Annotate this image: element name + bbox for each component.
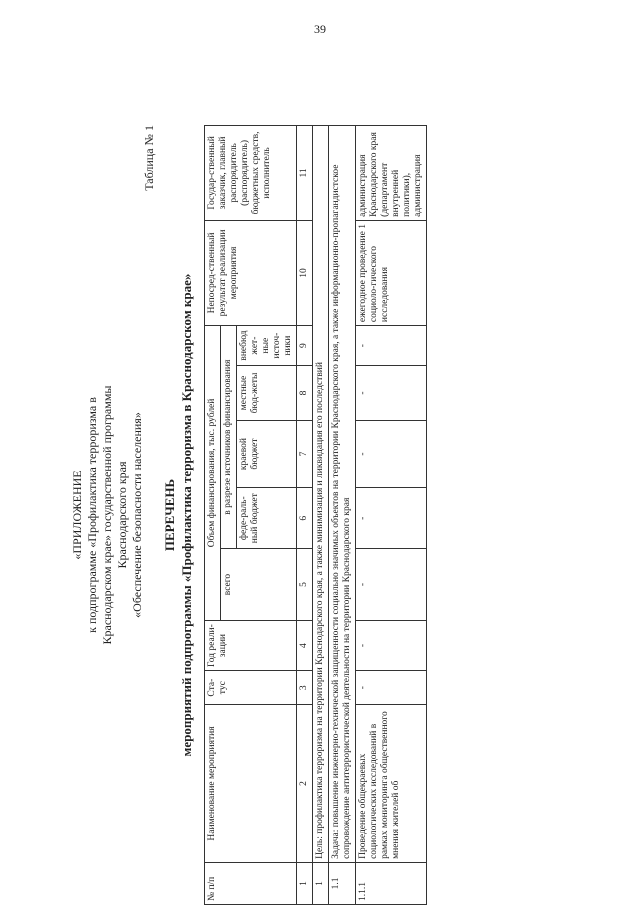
header-line-5: «Обеспечение безопасности населения» xyxy=(130,412,144,618)
goal-number: 1 xyxy=(313,862,329,904)
header-status: Ста-тус xyxy=(205,671,297,705)
col-number: 3 xyxy=(297,671,313,705)
col-number: 2 xyxy=(297,705,313,863)
row-year: - xyxy=(356,620,427,671)
row-customer: администрация Краснодарского края (департамент внутренней политики), администрация xyxy=(356,126,427,221)
goal-text: Цель: профилактика терроризма на территории Краснодарского края, а также минимизация и ликвидация его последствий xyxy=(313,126,329,863)
task-row xyxy=(329,126,356,905)
column-numbers-row xyxy=(297,126,313,905)
row-status: - xyxy=(356,671,427,705)
col-number: 4 xyxy=(297,620,313,671)
row-name: Проведение общекраевых социологических исследований в рамках мониторинга общественного мнения жителей об xyxy=(356,705,427,863)
header-local: местные бюд-жеты xyxy=(237,366,297,421)
table-label: Таблица № 1 xyxy=(142,125,156,191)
col-number: 1 xyxy=(297,862,313,904)
table-row xyxy=(356,126,427,905)
landscape-page xyxy=(70,125,630,905)
header-line-2: к подпрограмме «Профилактика терроризма в xyxy=(85,397,99,633)
header-line-1: «ПРИЛОЖЕНИЕ xyxy=(70,470,84,560)
row-number: 1.1.1 xyxy=(356,862,427,904)
header-by-source: в разрезе источников финансирования xyxy=(221,326,237,549)
header-result: Непосред-ственный результат реализации мероприятия xyxy=(205,220,297,325)
header-year: Год реали-зации xyxy=(205,620,297,671)
row-regional: - xyxy=(356,420,427,487)
col-number: 8 xyxy=(297,366,313,421)
page-number: 39 xyxy=(314,22,326,36)
task-number: 1.1 xyxy=(329,862,356,904)
measures-table xyxy=(204,125,427,905)
col-number: 5 xyxy=(297,549,313,621)
header-regional: краевой бюджет xyxy=(237,420,297,487)
header-federal: феде-раль-ный бюджет xyxy=(237,488,297,549)
goal-row xyxy=(313,126,329,905)
header-num: № п/п xyxy=(205,862,297,904)
header-customer: Государ-ственный заказчик, главный распорядитель (распорядитель) бюджетных средств, исполнитель xyxy=(205,126,297,221)
row-federal: - xyxy=(356,488,427,549)
appendix-header xyxy=(70,285,145,745)
row-extra: - xyxy=(356,326,427,366)
col-number: 10 xyxy=(297,220,313,325)
header-total: всего xyxy=(221,549,297,621)
row-local: - xyxy=(356,366,427,421)
header-line-4: Краснодарского края xyxy=(115,461,129,569)
header-volume: Объем финансирования, тыс. рублей xyxy=(205,326,221,621)
header-name: Наименование мероприятия xyxy=(205,705,297,863)
document-title: ПЕРЕЧЕНЬ xyxy=(162,478,177,552)
row-total: - xyxy=(356,549,427,621)
col-number: 7 xyxy=(297,420,313,487)
document-subtitle: мероприятий подпрограммы «Профилактика терроризма в Краснодарском крае» xyxy=(179,273,194,757)
col-number: 11 xyxy=(297,126,313,221)
col-number: 9 xyxy=(297,326,313,366)
header-line-3: Краснодарском крае» государственной программы xyxy=(100,385,114,645)
task-text: Задача: повышение инженерно-технической защищенности социально значимых объектов на территории Краснодарского края, а также информационно-пропагандистское сопровождение антитеррористической деятельности на территории Краснодарского края xyxy=(329,126,356,863)
header-extra: внебюд жет-ные источ-ники xyxy=(237,326,297,366)
row-result: ежегодное проведение 1 социоло-гического исследования xyxy=(356,220,427,325)
col-number: 6 xyxy=(297,488,313,549)
